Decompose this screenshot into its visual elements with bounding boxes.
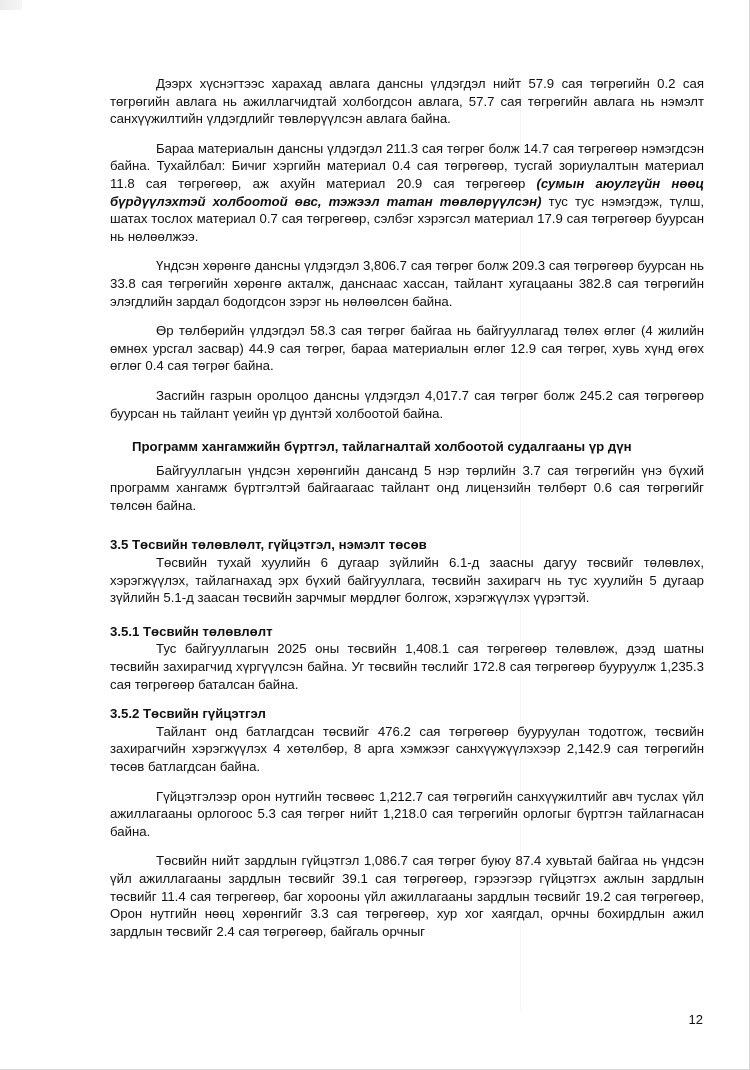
heading-section-3-5-1: 3.5.1 Төсвийн төлөвлөлт bbox=[110, 623, 273, 639]
paragraph-budget-law: Төсвийн тухай хуулийн 6 дугаар зүйлийн 6.1-д заасны дагуу төсвийг төлөвлөх, хэрэгжүүлэх, тайлагнахад эрх бүхий байгууллага, төсвийн захирагч нь тус хуулийн 5 дугаар зүйлийн 5.1-д заасан төсвийн зарчмыг мөрдлөг болгож, хэрэгжүүлэх үүрэгтэй. bbox=[110, 555, 704, 606]
paragraph-liabilities: Өр төлбөрийн үлдэгдэл 58.3 сая төгрөг байгаа нь байгууллагад төлөх өглөг (4 жилийн өмнөх урсгал засвар) 44.9 сая төгрөг, бараа материалын өглөг 12.9 сая төгрөг, хувь хүнд өгөх өглөг 0.4 сая төгрөг байна. bbox=[110, 323, 704, 374]
paragraph-government-equity: Засгийн газрын оролцоо дансны үлдэгдэл 4,017.7 сая төгрөг болж 245.2 сая төгрөгөөр буурсан нь тайлант үеийн үр дүнтэй холбоотой байна. bbox=[110, 387, 704, 421]
page-content bbox=[110, 75, 704, 940]
heading-section-3-5: 3.5 Төсвийн төлөвлөлт, гүйцэтгэл, нэмэлт төсөв bbox=[110, 537, 427, 553]
heading-section-3-5-2: 3.5.2 Төсвийн гүйцэтгэл bbox=[110, 706, 266, 722]
paragraph-budget-expense: Төсвийн нийт зардлын гүйцэтгэл 1,086.7 сая төгрөг буюу 87.4 хувьтай байгаа нь үндсэн үйл ажиллагааны зардлын төсвийг 39.1 сая төгрөгөөр, гэрээгээр гүйцэтгэх ажлын зардлын төсвийг 11.4 сая төгрөгөөр, баг хорооны үйл ажиллагааны зардлын төсвийг 19.2 сая төгрөгөөр, Орон нутгийн нөөц хөрөнгийг 3.3 сая төгрөгөөр, хур хог хаягдал, орчны бохирдлын ажил зардлын төсвийг 2.4 сая төгрөгөөр, байгаль орчныг bbox=[110, 853, 704, 939]
paragraph-software-assets: Байгууллагын үндсэн хөрөнгийн дансанд 5 нэр төрлийн 3.7 сая төгрөгийн үнэ бүхий программ хангамж бүртгэлтэй байгаагаас тайлант онд лицензийн төлбөрт 0.6 сая төгрөгийг төлсөн байна. bbox=[110, 462, 704, 513]
paragraph-receivables: Дээрх хүснэгтээс харахад авлага дансны үлдэгдэл нийт 57.9 сая төгрөгийн 0.2 сая төгрөгийн авлага нь ажиллагчидтай холбогдсон авлага, 57.7 сая төгрөгийн авлага нь нэмэлт санхүүжилтийн үлдэгдлийг төвлөрүүлсэн авлага байна. bbox=[110, 76, 704, 127]
paragraph-budget-revenue: Гүйцэтгэлээр орон нутгийн төсвөөс 1,212.7 сая төгрөгийн санхүүжилтийг авч туслах үйл ажиллагааны орлогоос 5.3 сая төгрөг нийт 1,218.0 сая төгрөгийн орлогыг бүртгэн тайлагнасан байна. bbox=[110, 788, 704, 839]
heading-software-section: Программ хангамжийн бүртгэл, тайлагналтай холбоотой судалгааны үр дүн bbox=[132, 439, 632, 455]
paragraph-fixed-assets: Үндсэн хөрөнгө дансны үлдэгдэл 3,806.7 сая төгрөг болж 209.3 сая төгрөгөөр буурсан нь 33.8 сая төгрөгийн хөрөнгө акталж, данснаас хассан, тайлант хугацааны 382.8 сая төгрөгийн элэгдлийн зардал бодогдсон зэрэг нь нөлөөлсөн байна. bbox=[110, 258, 704, 309]
paragraph-budget-planning: Тус байгууллагын 2025 оны төсвийн 1,408.1 сая төгрөгөөр төлөвлөж, дээд шатны төсвийн захирагчид хүргүүлсэн байна. Уг төсвийн төслийг 172.8 сая төгрөгөөр бууруулж 1,235.3 сая төгрөгөөр баталсан байна. bbox=[110, 641, 704, 692]
scan-corner-mark bbox=[0, 0, 22, 10]
paragraph-inventory bbox=[110, 140, 704, 246]
page-number: 12 bbox=[688, 1012, 703, 1027]
paragraph-inventory-text-2: тус тус нэмэгдэж, түлш, шатах тослох материал 0.7 сая төгрөгөөр, сэлбэг хэрэгсэл материал 17.9 сая төгрөгөөр буурсан нь нөлөөлжээ. bbox=[110, 193, 705, 244]
paragraph-inventory-text-1: Бараа материалын дансны үлдэгдэл 211.3 сая төгрөг болж 14.7 сая төгрөгөөр нэмэгдсэн байна. Тухайлбал: Бичиг хэргийн материал 0.4 сая төгрөгөөр, тусгай зориулалтын материал 11.8 сая төгрөгөөр, аж ахуйн материал 20.9 сая төгрөгөөр bbox=[110, 140, 704, 191]
paragraph-budget-revision: Тайлант онд батлагдсан төсвийг 476.2 сая төгрөгөөр бууруулан тодотгож, төсвийн захирагчийн хэрэгжүүлэх 4 хөтөлбөр, 8 арга хэмжээг санхүүжүүлэхээр 2,142.9 сая төгрөгийн төсөв батлагдсан байна. bbox=[110, 723, 704, 774]
paragraph-inventory-italic-note: (сумын аюулгүйн нөөц бүрдүүлэхтэй холбоотой өвс, тэжээл татан төвлөрүүлсэн) bbox=[110, 175, 704, 209]
